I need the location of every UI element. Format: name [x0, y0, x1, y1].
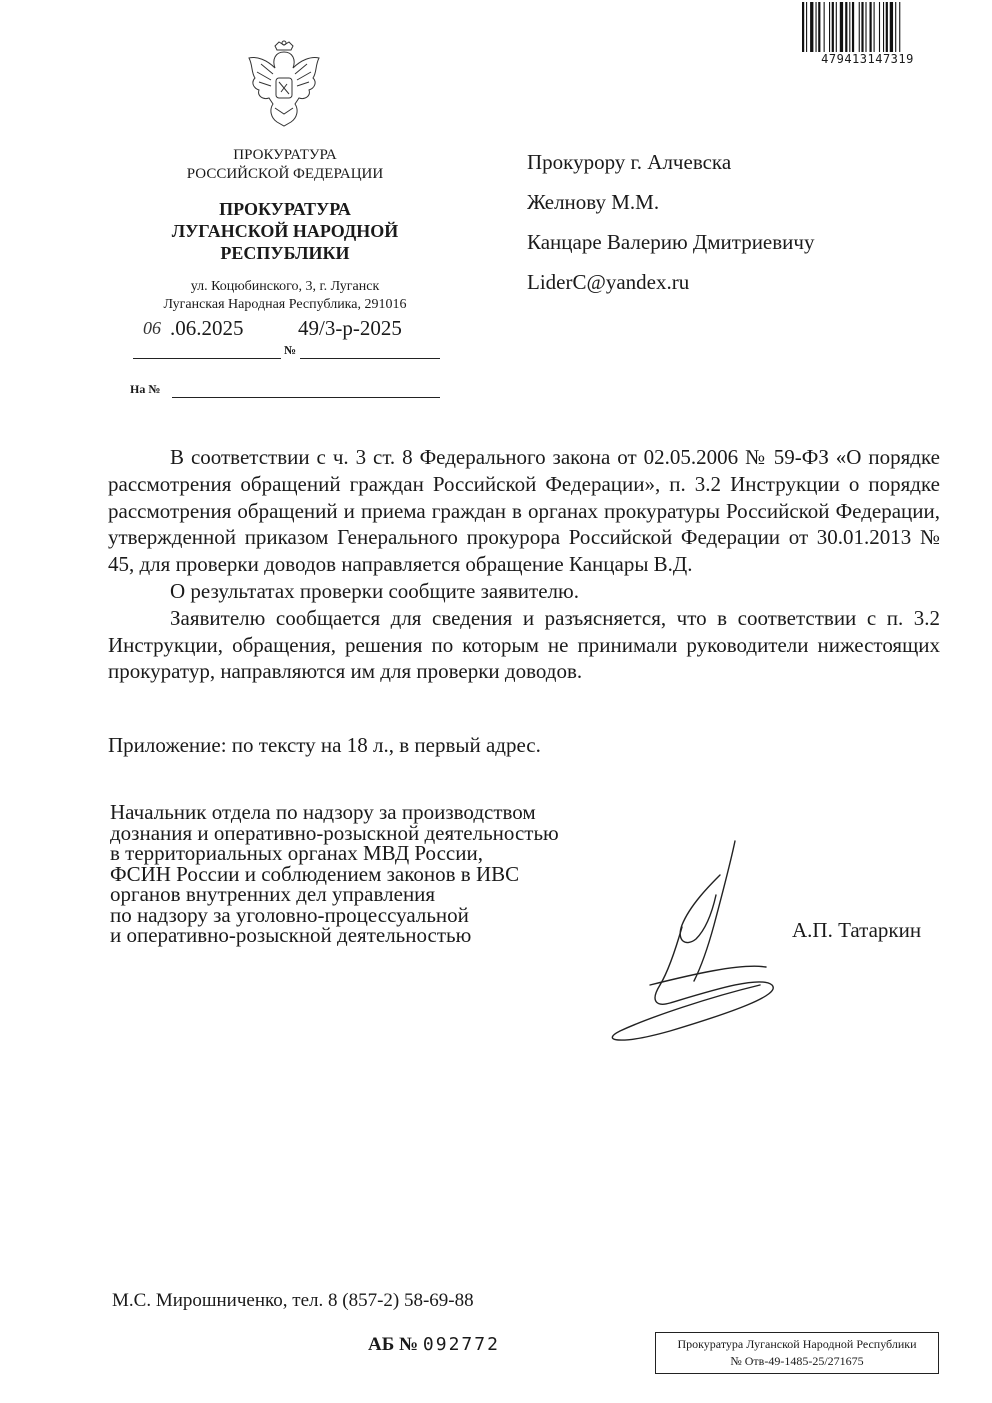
serial-number-sign: №: [399, 1334, 419, 1355]
recipient-line: Желнову М.М.: [527, 190, 660, 214]
letter-body: [108, 444, 940, 685]
parent-organization: [130, 146, 440, 184]
registration-stamp: [655, 1332, 939, 1374]
organization-name: [130, 198, 440, 264]
signatory-title-line: ФСИН России и соблюдением законов в ИВС: [110, 861, 520, 886]
address-line: ул. Коцюбинского, 3, г. Луганск: [190, 279, 380, 294]
form-serial: [368, 1334, 500, 1356]
number-underline: [300, 358, 440, 359]
barcode-bars: [800, 2, 935, 52]
parent-org-line: ПРОКУРАТУРА: [233, 147, 337, 163]
body-paragraph: Заявителю сообщается для сведения и разъясняется, что в соответствии с п. 3.2 Инструкции, обращения, решения по которым не принимали руководители нижестоящих прокуратур, направляются им для проверки доводов.: [108, 605, 940, 684]
barcode-number: 479413147319: [821, 52, 914, 66]
handwritten-signature: [590, 835, 790, 1050]
org-name-line: ЛУГАНСКОЙ НАРОДНОЙ: [171, 221, 399, 241]
reply-to-label: На №: [130, 382, 161, 396]
recipient-line: Канцаре Валерию Дмитриевичу: [527, 230, 815, 254]
attachment-note: Приложение: по тексту на 18 л., в первый адрес.: [108, 733, 541, 757]
barcode: [800, 2, 935, 64]
org-name-line: ПРОКУРАТУРА: [219, 199, 351, 219]
signatory-title-line: Начальник отдела по надзору за производством: [110, 800, 536, 824]
org-name-line: РЕСПУБЛИКИ: [220, 243, 350, 263]
serial-number: 092772: [422, 1334, 500, 1355]
stamp-organization: Прокуратура Луганской Народной Республики: [677, 1337, 917, 1351]
body-paragraph: В соответствии с ч. 3 ст. 8 Федерального закона от 02.05.2006 № 59-ФЗ «О порядке рассмотрения обращений граждан Российской Федерации», п. 3.2 Инструкции о порядке рассмотрения обращений и приема граждан в органах прокуратуры Российской Федерации, утвержденной приказом Генерального прокурора Российской Федерации от 30.01.2013 № 45, для проверки доводов направляется обращение Канцары В.Д.: [108, 445, 940, 577]
date-day-handwritten: 06: [143, 318, 161, 338]
executor-contact: М.С. Мирошниченко, тел. 8 (857-2) 58-69-88: [112, 1290, 474, 1311]
signatory-title-line: в территориальных органах МВД России,: [110, 841, 483, 865]
signatory-name: А.П. Татаркин: [792, 918, 922, 942]
signatory-title-line: органов внутренних дел управления: [110, 882, 436, 906]
number-sign: №: [284, 343, 297, 357]
coat-of-arms-emblem: [245, 38, 323, 128]
signatory-title-line: по надзору за уголовно-процессуальной: [110, 902, 469, 927]
stamp-registration-number: № Отв-49-1485-25/271675: [730, 1354, 864, 1368]
signatory-title-line: дознания и оперативно-розыскной деятельностью: [110, 820, 559, 845]
recipient-line: Прокурору г. Алчевска: [527, 150, 732, 174]
signatory-title-line: и оперативно-розыскной деятельностью: [110, 923, 472, 947]
parent-org-line: РОССИЙСКОЙ ФЕДЕРАЦИИ: [186, 166, 384, 182]
reply-to-underline: [172, 397, 440, 398]
outgoing-number: 49/3-р-2025: [298, 316, 402, 340]
body-paragraph: О результатах проверки сообщите заявителю.: [170, 578, 579, 603]
signatory-title: [110, 802, 630, 946]
address-line: Луганская Народная Республика, 291016: [163, 297, 407, 312]
organization-address: [130, 278, 440, 314]
serial-label: АБ: [368, 1334, 395, 1355]
document-date: .06.2025: [170, 316, 244, 340]
recipient-email: LiderC@yandex.ru: [527, 270, 690, 294]
date-underline: [133, 358, 281, 359]
